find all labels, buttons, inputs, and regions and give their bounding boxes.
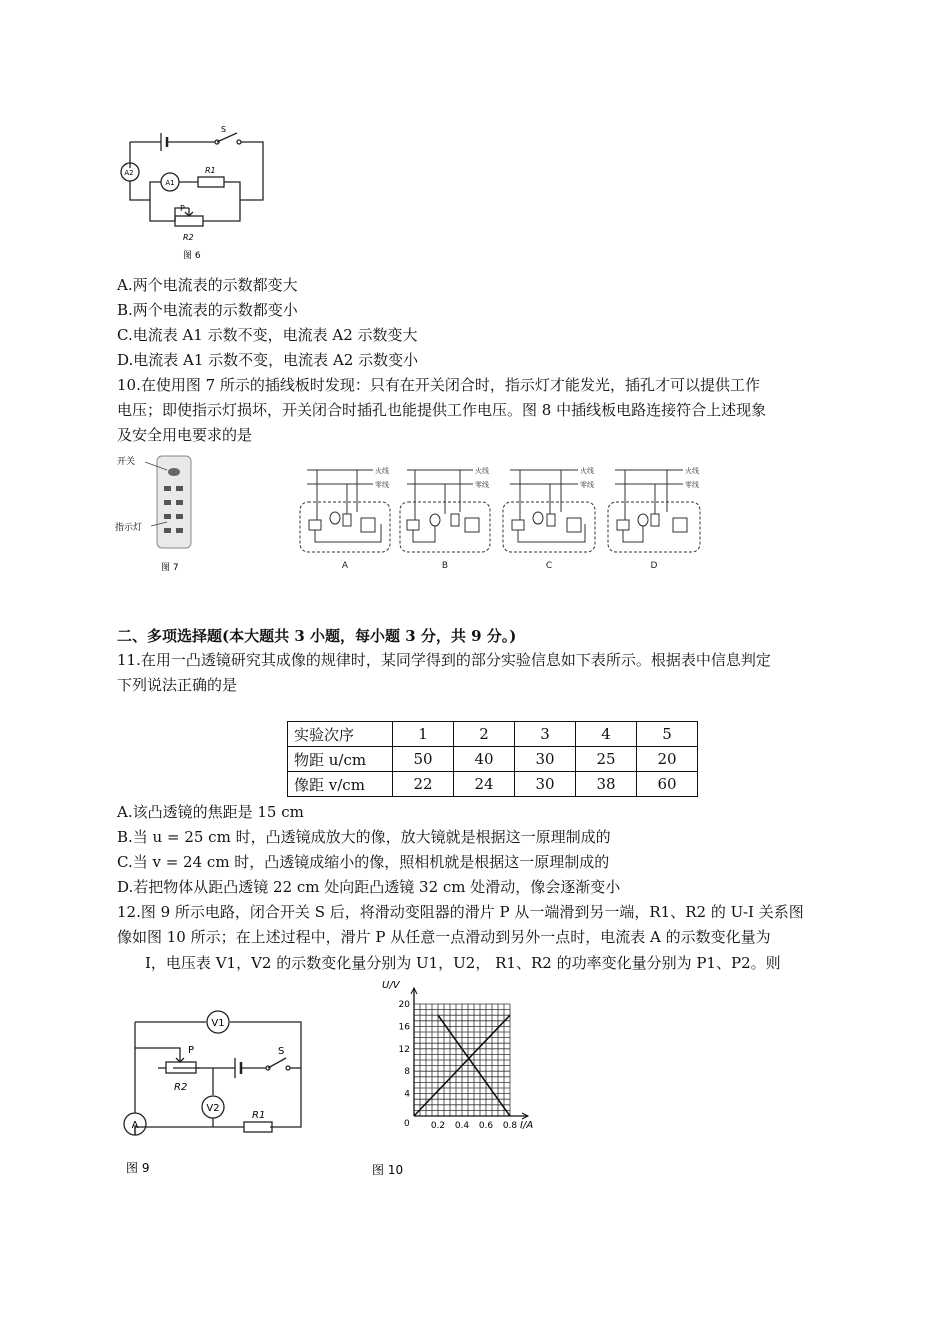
fig8-b-fire-label: 火线 (475, 467, 489, 475)
fig8-label-a: A (341, 561, 349, 571)
q11-option-a: A.该凸透镜的焦距是 15 cm (117, 803, 304, 821)
table-row (288, 747, 698, 772)
q11-option-b: B.当 u = 25 cm 时，凸透镜成放大的像，放大镜就是根据这一原理制成的 (117, 828, 611, 846)
fig8-a-fire-label: 火线 (375, 467, 389, 475)
q12-text-line2: 像如图 10 所示；在上述过程中，滑片 P 从任意一点滑动到另外一点时，电流表 A 的示数变化量为 (117, 928, 771, 946)
table-cell: 5 (637, 722, 698, 747)
fig9-p-label: P (188, 1045, 195, 1056)
table-row (288, 722, 698, 747)
q10-text-line3: 及安全用电要求的是 (117, 426, 253, 444)
fig7-lamp-label: 指示灯 (115, 523, 143, 533)
table-cell: 20 (637, 747, 698, 772)
table-cell: 物距 u/cm (288, 747, 393, 772)
q11-text-line2: 下列说法正确的是 (117, 676, 238, 694)
fig8-a-neutral-label: 零线 (375, 481, 389, 489)
fig9-r2-label: R2 (174, 1082, 188, 1093)
fig9-caption: 图 9 (126, 1161, 150, 1175)
fig6-r2-label: R2 (183, 233, 194, 242)
q10-text-line2: 电压；即使指示灯损坏，开关闭合时插孔也能提供工作电压。图 8 中插线板电路连接符合上述现象 (117, 401, 767, 419)
fig10-grid (414, 1004, 510, 1116)
fig8-c-neutral-label: 零线 (580, 481, 594, 489)
q11-text-line1: 11.在用一凸透镜研究其成像的规律时，某同学得到的部分实验信息如下表所示。根据表中信息判定 (117, 651, 771, 669)
fig10-y-axis-label: U/V (382, 980, 400, 991)
table-cell: 24 (454, 772, 515, 797)
fig7-switch-label: 开关 (117, 457, 136, 467)
x-tick-label: 0.8 (502, 1121, 518, 1131)
section-2-title: 二、多项选择题(本大题共 3 小题，每小题 3 分，共 9 分。) (117, 627, 517, 645)
fig10-origin-label: 0 (404, 1119, 410, 1129)
q11-option-c: C.当 v = 24 cm 时，凸透镜成缩小的像，照相机就是根据这一原理制成的 (117, 853, 610, 871)
table-cell: 1 (393, 722, 454, 747)
fig8-label-d: D (650, 561, 658, 571)
figure-10-ui-graph (372, 976, 552, 1186)
x-tick-label: 0.6 (478, 1121, 494, 1131)
fig6-r1-label: R1 (205, 166, 216, 175)
table-cell: 22 (393, 772, 454, 797)
x-tick-label: 0.4 (454, 1121, 470, 1131)
table-cell: 实验次序 (288, 722, 393, 747)
fig9-r1-label: R1 (252, 1110, 266, 1121)
fig10-x-axis-label: I/A (520, 1120, 534, 1131)
q12-text-line3: I，电压表 V1，V2 的示数变化量分别为 U1，U2， R1、R2 的功率变化量分别为 P1、P2。则 (145, 954, 781, 972)
table-cell: 50 (393, 747, 454, 772)
fig8-b-neutral-label: 零线 (475, 481, 489, 489)
q9-option-d: D.电流表 A1 示数不变，电流表 A2 示数变小 (117, 351, 419, 369)
q11-data-table (287, 721, 698, 797)
table-cell: 像距 v/cm (288, 772, 393, 797)
figure-9-circuit (118, 1010, 318, 1185)
figure-6-circuit (113, 120, 273, 265)
y-tick-label: 4 (404, 1089, 410, 1100)
q9-option-c: C.电流表 A1 示数不变，电流表 A2 示数变大 (117, 326, 418, 344)
table-cell: 25 (576, 747, 637, 772)
fig10-caption: 图 10 (372, 1163, 404, 1177)
q10-text-line1: 10.在使用图 7 所示的插线板时发现：只有在开关闭合时，指示灯才能发光，插孔才可以提供工作 (117, 376, 760, 394)
figure-8-wiring-options (295, 462, 715, 577)
q9-option-a: A.两个电流表的示数都变大 (117, 276, 298, 294)
figure-7-power-strip (115, 452, 205, 577)
fig6-caption: 图 6 (183, 251, 201, 261)
fig8-label-c: C (545, 561, 553, 571)
fig8-d-neutral-label: 零线 (685, 481, 699, 489)
y-tick-label: 20 (398, 1000, 410, 1010)
fig9-v2-label: V2 (206, 1103, 220, 1114)
fig6-switch-label: S (221, 125, 227, 134)
q12-text-line1: 12.图 9 所示电路，闭合开关 S 后，将滑动变阻器的滑片 P 从一端滑到另一端，R1、R2 的 U-I 关系图 (117, 903, 804, 921)
y-tick-label: 16 (398, 1022, 410, 1033)
table-cell: 40 (454, 747, 515, 772)
fig6-a2-label: A2 (124, 169, 134, 177)
fig8-label-b: B (441, 561, 449, 571)
x-tick-label: 0.2 (430, 1121, 446, 1131)
table-row (288, 772, 698, 797)
fig9-switch-label: S (278, 1046, 285, 1057)
table-cell: 30 (515, 747, 576, 772)
fig7-caption: 图 7 (161, 563, 179, 573)
q9-option-b: B.两个电流表的示数都变小 (117, 301, 298, 319)
fig6-p-label: P (180, 204, 185, 213)
fig6-a1-label: A1 (165, 179, 175, 187)
fig8-c-fire-label: 火线 (580, 467, 594, 475)
q11-option-d: D.若把物体从距凸透镜 22 cm 处向距凸透镜 32 cm 处滑动，像会逐渐变小 (117, 878, 621, 896)
table-cell: 30 (515, 772, 576, 797)
y-tick-label: 12 (398, 1044, 410, 1055)
table-cell: 60 (637, 772, 698, 797)
table-cell: 3 (515, 722, 576, 747)
table-cell: 38 (576, 772, 637, 797)
table-cell: 4 (576, 722, 637, 747)
y-tick-label: 8 (404, 1067, 410, 1078)
fig9-v1-label: V1 (211, 1018, 225, 1029)
fig8-d-fire-label: 火线 (685, 467, 699, 475)
table-cell: 2 (454, 722, 515, 747)
fig9-a-label: A (131, 1120, 139, 1131)
